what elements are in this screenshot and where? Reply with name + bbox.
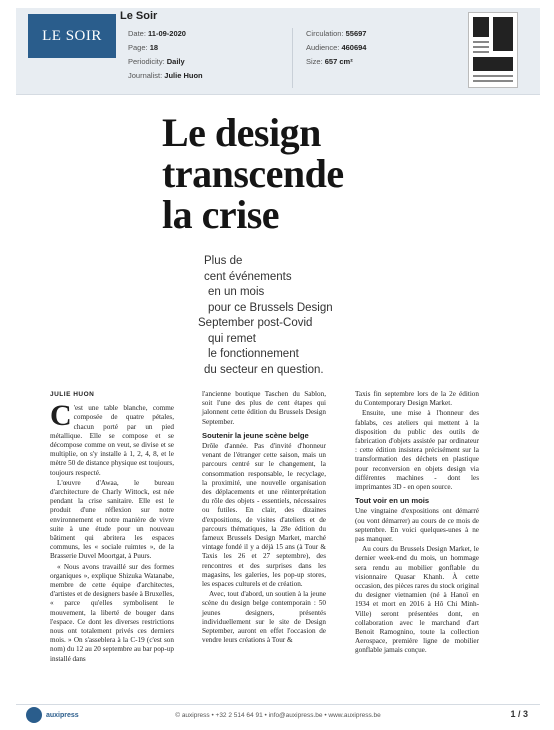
subtitle-line: en un mois [208, 286, 265, 298]
title-line: la crise [162, 192, 280, 237]
meta-right [306, 27, 366, 69]
paragraph: Taxis fin septembre lors de la 2e édition du Contemporary Design Market. [355, 390, 479, 408]
clipping-footer [16, 704, 540, 727]
paragraph: C 'est une table blanche, comme composée de quatre pétales, chacun porté par un pied métallique. Elle se compose et se décompose comme on veut, se divise et se multiplie, on s'y installe à 1, 2, 4, 8, et le mètre 50 de distance physique est toujours, toujours respecté. [50, 399, 174, 477]
publication-name: Le Soir [120, 10, 158, 22]
subtitle-line: Plus de [204, 255, 243, 267]
title-line: transcende [162, 151, 344, 196]
meta-audience: Audience: 460694 [306, 43, 367, 52]
section-subhead: Tout voir en un mois [355, 496, 430, 506]
paragraph: L'œuvre d'Awaa, le bureau d'architecture de Charly Wittock, est née pendant la crise sanitaire. Elle est le produit d'une réflexion sur notre environnement et notre manière de vivre suite à une étude pour un nouveau bâtiment qui abritera les espaces communs, les « sociale ruimtes », de la Brasserie Duvel Moortgat, à Puurs. [50, 478, 174, 561]
clipping-header [16, 8, 540, 95]
subtitle-line: pour ce Brussels Design [208, 301, 333, 314]
subtitle-line: qui remet [208, 332, 256, 345]
title-line: Le design [162, 110, 321, 155]
subtitle-line: September post-Covid [198, 317, 313, 329]
paragraph: Au cours du Brussels Design Market, le dernier week-end du mois, un hommage sera rendu au mobilier gonflable du visionnaire Quasar Khanh. À cette occasion, des pièces rares du stock original du designer vietnamien (né à Hanoï en 1934 et mort en 2016 à Hô Chi Minh-Ville) seront présentées dont, en collaboration avec le marchand d'art Benoit Ramognino, toute la collection Aerospace, première ligne de mobilier gonflable jamais conçue. [355, 545, 479, 655]
page-thumbnail[interactable] [468, 12, 518, 88]
article-title [162, 112, 482, 235]
paragraph: Ensuite, une mise à l'honneur des fablabs, ces ateliers qui mettent à la disposition du public des outils de fabrication d'objets assistée par ordinateur : cette édition insistera précisément sur la transformation des déchets en plastique pour reconversion en objets design via différentes machines - dont les imprimantes 3D - en open source. [355, 409, 479, 492]
subtitle-line: cent événements [204, 270, 292, 283]
brand-name: auxipress [46, 711, 79, 719]
paragraph: Une vingtaine d'expositions ont démarré (ou vont démarrer) au cours de ce mois de septembre. En voici quelques-unes à ne pas manquer. [355, 507, 479, 544]
section-subhead: Soutenir la jeune scène belge [202, 430, 309, 440]
meta-journalist: Journalist: Julie Huon [128, 71, 203, 80]
article-subtitle [198, 254, 364, 378]
meta-divider [292, 28, 293, 88]
subtitle-line: du secteur en question. [204, 363, 324, 376]
paragraph: Drôle d'année. Pas d'invité d'honneur venant de l'étranger cette saison, mais un parcours centré sur le changement, la consommation responsable, le recyclage, la proximité, une nouvelle organisation des déplacements et une réinterprétation du rôle des objets - essentiels, nécessaires ou futiles. En clair, des dizaines d'expositions, de visites d'ateliers et de parcours thématiques, la 28e édition du fameux Brussels Design Market, marché vintage fondé il y a déjà 15 ans (à Tour & Taxis les 26 et 27 septembre), des rencontres et des surprises dans les magasins, les galeries, les pop-up stores, les espaces culturels et de création. [202, 442, 326, 589]
meta-periodicity: Periodicity: Daily [128, 57, 185, 66]
meta-circulation: Circulation: 55697 [306, 29, 367, 38]
meta-date: Date: 11-09-2020 [128, 29, 186, 38]
subtitle-line: le fonctionnement [208, 348, 299, 360]
byline: JULIE HUON [50, 391, 95, 398]
paragraph: Avec, tout d'abord, un soutien à la jeune scène du design belge contemporain : 50 jeunes designers, présentés individuellement sur le site de Design September, auront en effet l'occasion de vendre leurs créations à Tour & [202, 590, 326, 645]
meta-left [128, 27, 203, 83]
paragraph: l'ancienne boutique Taschen du Sablon, soit l'une des plus de cent étapes qui jalonnent cette édition du Brussels Design September. [202, 390, 326, 426]
meta-page: Page: 18 [128, 43, 159, 52]
meta-size: Size: 657 cm² [306, 57, 353, 66]
page-indicator: 1 / 3 [510, 709, 528, 719]
article-column-1 [50, 390, 174, 665]
article-column-3 [355, 390, 479, 657]
article-column-2 [202, 390, 326, 646]
paragraph: « Nous avons travaillé sur des formes organiques », explique Shizuka Watanabe, membre de cette équipe d'architectes, d'artistes et de designers basée à Bruxelles, « parce qu'elles symbolisent le mouvement, la liberté de bouger dans l'espace. Ce dont les diverses restrictions nous ont totalement privés ces derniers mois. » On s'asseblera à la C-19 (c'est son nom) du 12 au 20 septembre au bar pop-up installé dans [50, 562, 174, 663]
logo-text: LE SOIR [42, 27, 102, 44]
publication-logo [28, 14, 116, 58]
drop-cap: C [50, 399, 72, 433]
footer-contact: © auxipress • +32 2 514 64 91 • info@auxipress.be • www.auxipress.be [175, 712, 381, 719]
